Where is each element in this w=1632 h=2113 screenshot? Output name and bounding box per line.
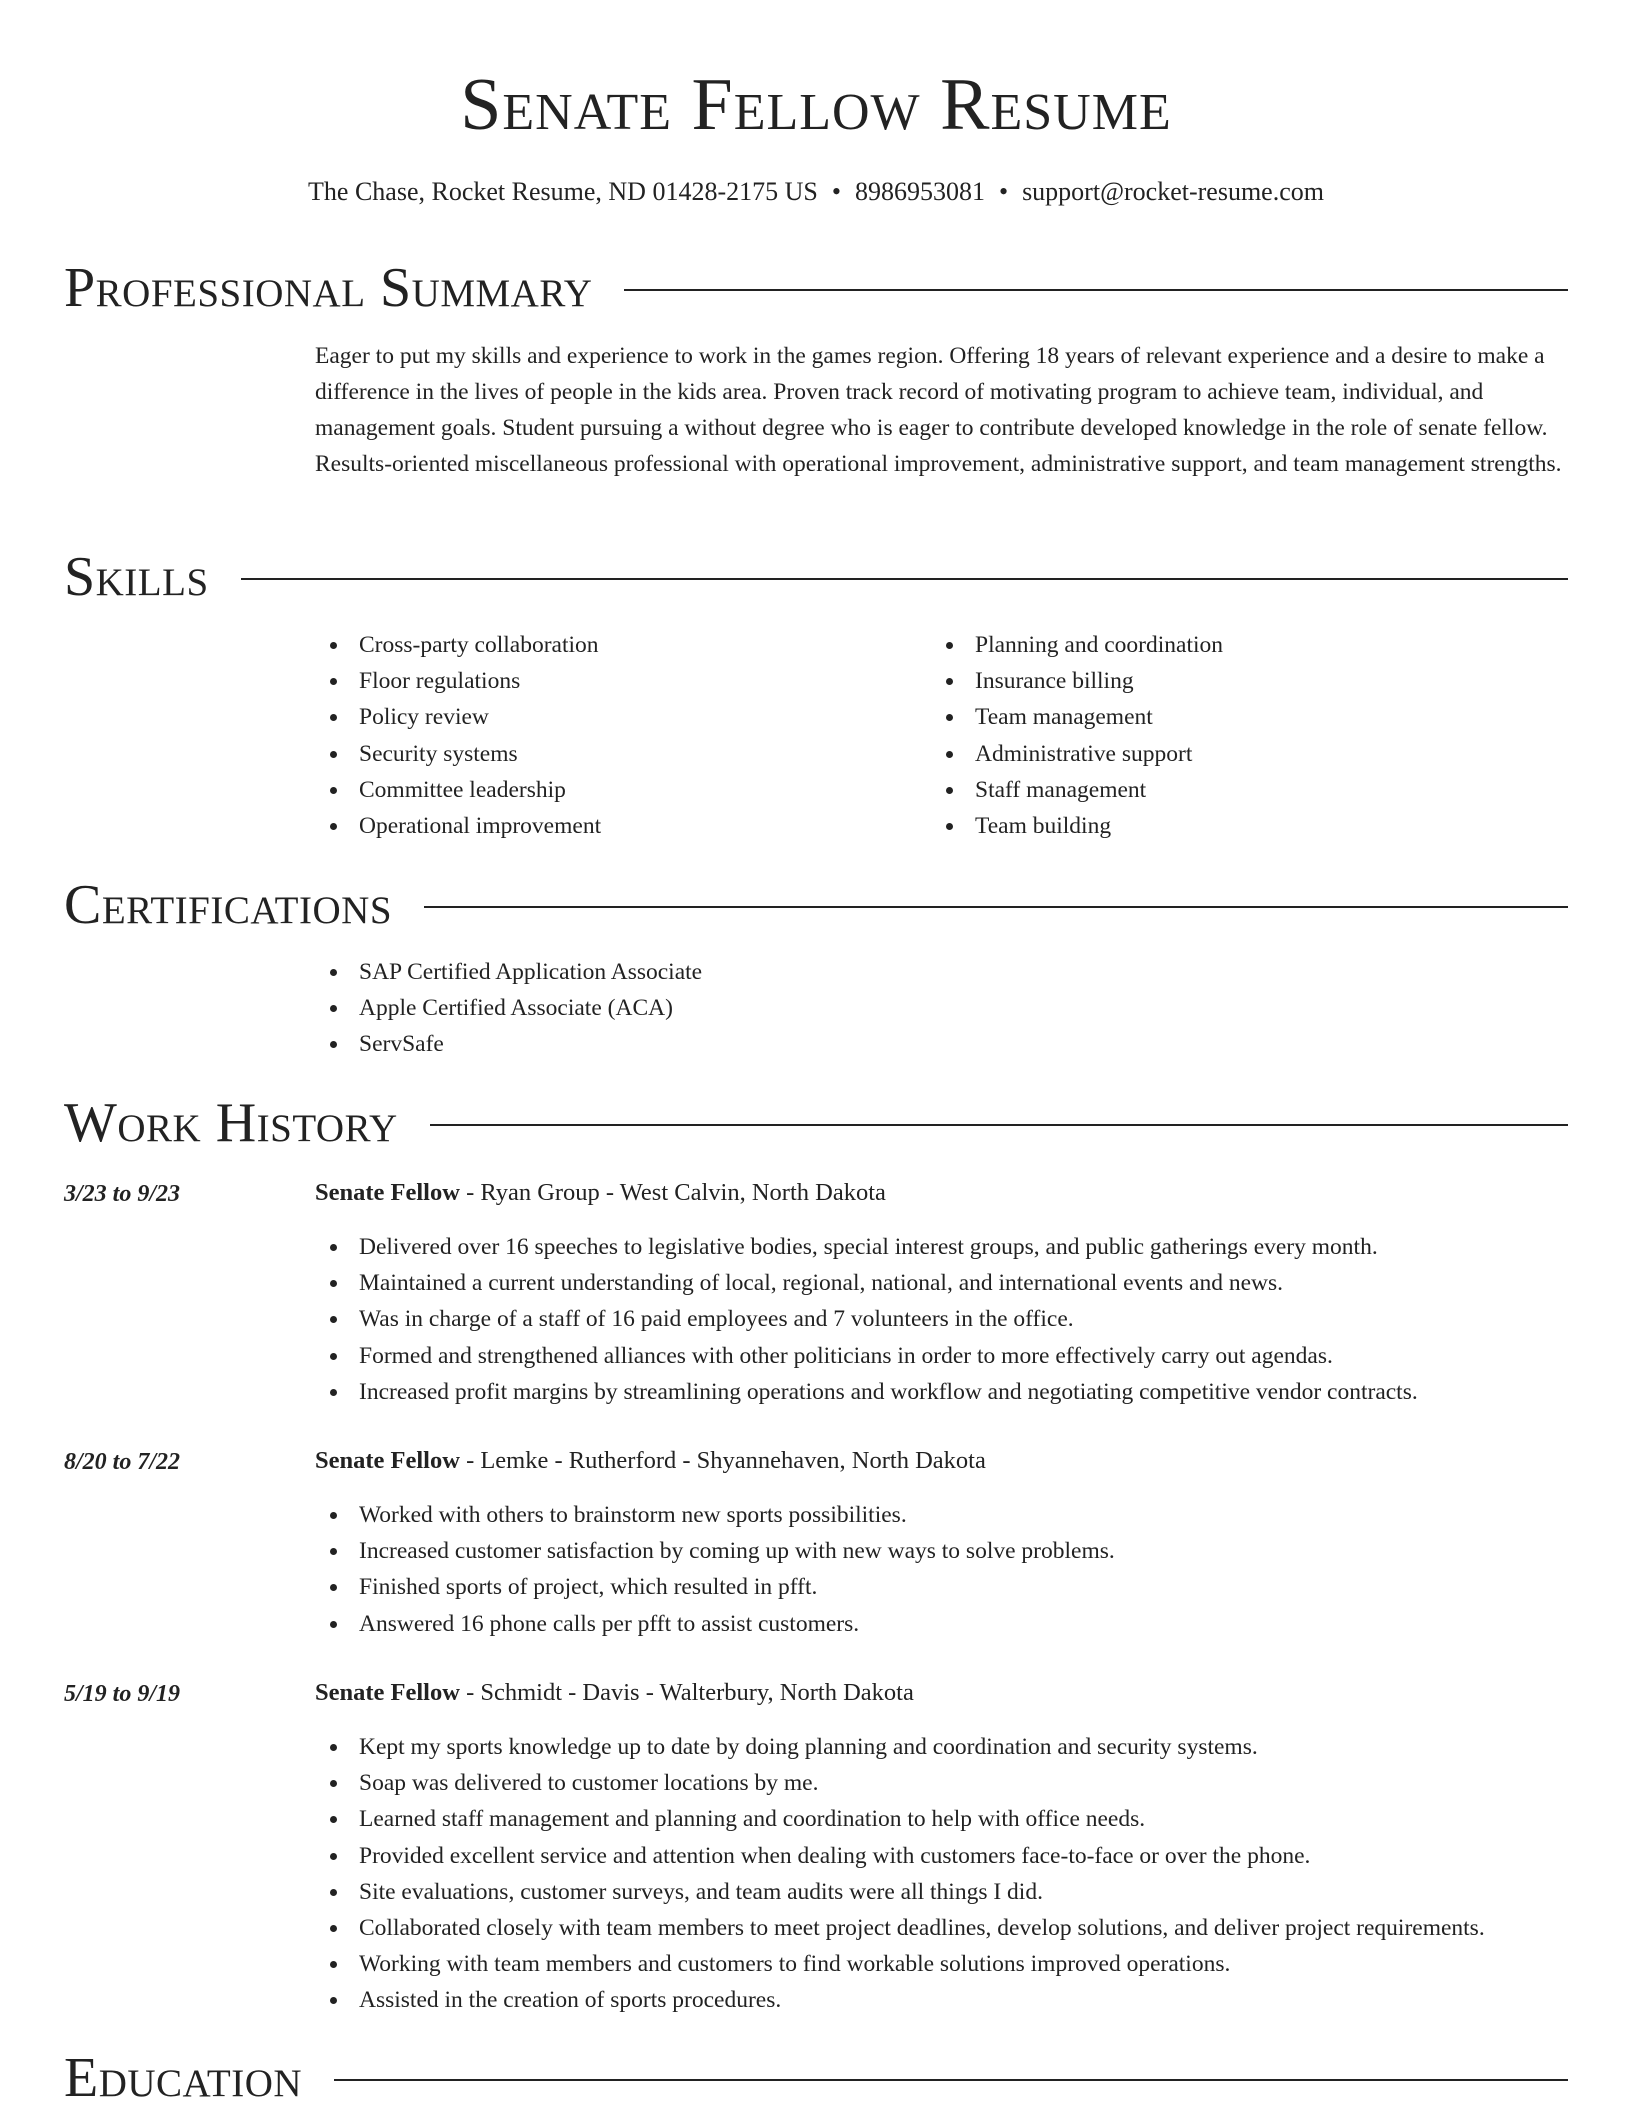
job-dates: 8/20 to 7/22 xyxy=(64,1449,181,1475)
job-role: Senate Fellow xyxy=(315,1179,460,1206)
job-duty: Site evaluations, customer surveys, and team audits were all things I did. xyxy=(315,1874,1485,1910)
skill-item: Cross-party collaboration xyxy=(315,627,601,663)
skill-item: Operational improvement xyxy=(315,808,601,844)
job-duty: Provided excellent service and attention when dealing with customers face-to-face or over the phone. xyxy=(315,1838,1485,1874)
job-duty: Assisted in the creation of sports procedures. xyxy=(315,1982,1485,2018)
skill-item: Insurance billing xyxy=(931,663,1223,699)
job-employer: - Schmidt - Davis - Walterbury, North Dakota xyxy=(459,1679,914,1706)
skill-item: Policy review xyxy=(315,699,601,735)
job-duty: Formed and strengthened alliances with other politicians in order to more effectively carry out agendas. xyxy=(315,1338,1418,1374)
section-divider xyxy=(430,1124,1568,1126)
job-duty: Learned staff management and planning and coordination to help with office needs. xyxy=(315,1801,1485,1837)
section-divider xyxy=(624,289,1568,291)
skill-item: Committee leadership xyxy=(315,772,601,808)
section-divider xyxy=(424,906,1568,908)
skill-item: Security systems xyxy=(315,736,601,772)
skill-item: Team building xyxy=(931,808,1223,844)
job-duty: Was in charge of a staff of 16 paid employees and 7 volunteers in the office. xyxy=(315,1301,1418,1337)
certification-item: SAP Certified Application Associate xyxy=(315,954,702,990)
job-duty: Working with team members and customers to find workable solutions improved operations. xyxy=(315,1946,1485,1982)
section-divider xyxy=(334,2079,1568,2081)
summary-text: Eager to put my skills and experience to work in the games region. Offering 18 years of relevant experience and a desire to make a difference in the lives of people in the kids area. Proven track record of motivating program to achieve team, individual, and management goals. Student pursuing a without degree who is eager to contribute developed knowledge in the role of senate fellow. Results-oriented miscellaneous professional with operational improvement, administrative support, and team management strengths. xyxy=(315,343,1562,477)
section-professional-summary xyxy=(64,253,1568,323)
skill-item: Staff management xyxy=(931,772,1223,808)
skills-list-right xyxy=(931,627,1223,844)
certification-item: Apple Certified Associate (ACA) xyxy=(315,990,702,1026)
skill-item: Planning and coordination xyxy=(931,627,1223,663)
job-dates: 5/19 to 9/19 xyxy=(64,1681,181,1707)
section-skills xyxy=(64,542,1568,612)
job-employer: - Ryan Group - West Calvin, North Dakota xyxy=(459,1179,886,1206)
job-role: Senate Fellow xyxy=(315,1447,460,1474)
section-heading-summary: Professional Summary xyxy=(64,257,593,319)
job-dates: 3/23 to 9/23 xyxy=(64,1181,181,1207)
section-divider xyxy=(241,578,1568,580)
contact-address: The Chase, Rocket Resume, ND 01428-2175 US xyxy=(308,177,818,206)
section-certifications xyxy=(64,870,1568,940)
job-duty: Finished sports of project, which resulted in pfft. xyxy=(315,1569,1115,1605)
job-duties-list xyxy=(315,1229,1418,1410)
job-duty: Worked with others to brainstorm new sports possibilities. xyxy=(315,1497,1115,1533)
skill-item: Administrative support xyxy=(931,736,1223,772)
certification-item: ServSafe xyxy=(315,1026,702,1062)
skill-item: Floor regulations xyxy=(315,663,601,699)
job-header xyxy=(315,1175,886,1211)
contact-phone[interactable]: 8986953081 xyxy=(854,177,985,206)
job-duty: Increased customer satisfaction by coming up with new ways to solve problems. xyxy=(315,1533,1115,1569)
certifications-list xyxy=(315,954,702,1063)
section-heading-skills: Skills xyxy=(64,546,209,608)
job-duty: Maintained a current understanding of local, regional, national, and international events and news. xyxy=(315,1265,1418,1301)
job-duty: Delivered over 16 speeches to legislative bodies, special interest groups, and public gatherings every month. xyxy=(315,1229,1418,1265)
contact-separator: • xyxy=(998,177,1009,206)
job-duty: Kept my sports knowledge up to date by doing planning and coordination and security systems. xyxy=(315,1729,1485,1765)
job-duties-list xyxy=(315,1729,1485,2019)
section-heading-work-history: Work History xyxy=(64,1092,398,1154)
job-duty: Increased profit margins by streamlining operations and workflow and negotiating competitive vendor contracts. xyxy=(315,1374,1418,1410)
resume-title: Senate Fellow Resume xyxy=(460,64,1172,146)
section-heading-certifications: Certifications xyxy=(64,874,393,936)
section-education xyxy=(64,2043,1568,2113)
job-header xyxy=(315,1675,914,1711)
skills-list-left xyxy=(315,627,601,844)
job-header xyxy=(315,1443,986,1479)
section-heading-education: Education xyxy=(64,2047,303,2109)
job-duties-list xyxy=(315,1497,1115,1642)
job-duty: Soap was delivered to customer locations by me. xyxy=(315,1765,1485,1801)
job-duty: Collaborated closely with team members to meet project deadlines, develop solutions, and deliver project requirements. xyxy=(315,1910,1485,1946)
contact-email[interactable]: support@rocket-resume.com xyxy=(1022,177,1324,206)
contact-line xyxy=(0,174,1632,210)
job-duty: Answered 16 phone calls per pfft to assist customers. xyxy=(315,1606,1115,1642)
section-work-history xyxy=(64,1088,1568,1158)
skill-item: Team management xyxy=(931,699,1223,735)
job-role: Senate Fellow xyxy=(315,1679,460,1706)
contact-separator: • xyxy=(831,177,841,206)
job-employer: - Lemke - Rutherford - Shyannehaven, North Dakota xyxy=(459,1447,986,1474)
